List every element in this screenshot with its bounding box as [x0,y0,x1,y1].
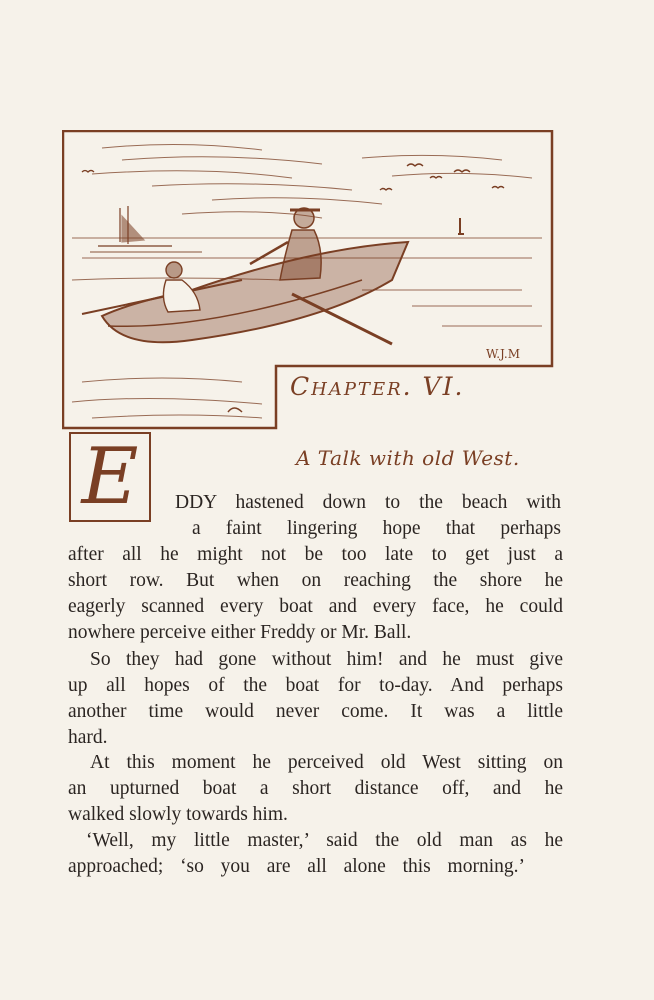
text-line: DDY hastened down to the beach with [175,492,561,513]
chapter-heading: Chapter. VI. [290,372,465,401]
text-line: nowhere perceive either Freddy or Mr. Ball. [68,622,412,643]
chapter-subtitle: A Talk with old West. [296,446,520,470]
text-line: walked slowly towards him. [68,804,288,825]
text-line: a faint lingering hope that perhaps [192,518,561,539]
text-line: ‘Well, my little master,’ said the old man as he [86,830,563,851]
text-line: eagerly scanned every boat and every face, he could [68,596,563,617]
drop-cap-letter: E [81,432,139,522]
text-line: up all hopes of the boat for to-day. And perhaps [68,675,563,696]
text-line: short row. But when on reaching the shore he [68,570,563,591]
text-line: hard. [68,727,108,748]
text-line: another time would never come. It was a little [68,701,563,722]
text-line: approached; ‘so you are all alone this morning.’ [68,856,525,877]
text-line: At this moment he perceived old West sitting on [90,752,563,773]
illustration-signature: W.J.M [486,347,521,361]
text-line: after all he might not be too late to get just a [68,544,563,565]
text-line: So they had gone without him! and he must give [90,649,563,670]
text-line: an upturned boat a short distance off, and he [68,778,563,799]
drop-cap-frame [69,432,151,522]
